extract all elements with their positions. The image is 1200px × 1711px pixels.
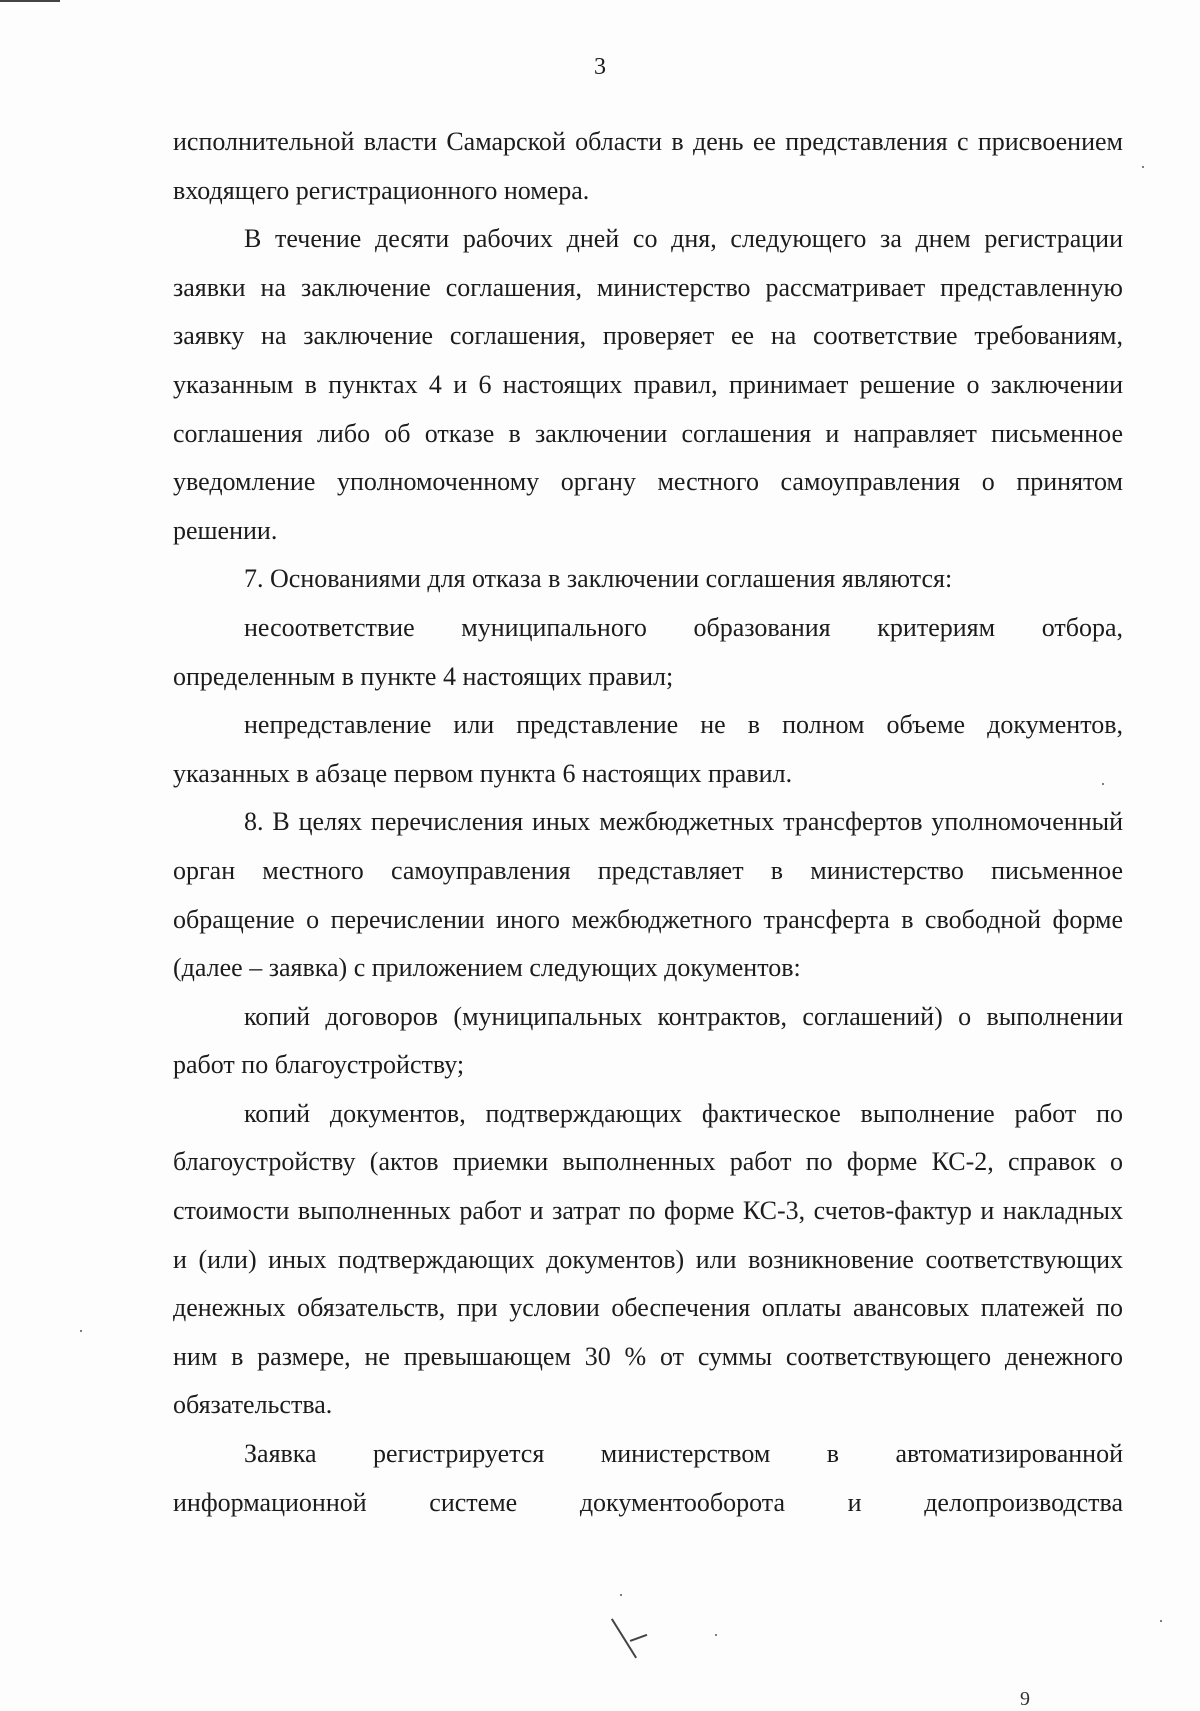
paragraph-document-list-1: копий договоров (муниципальных контрактов, соглашений) о выполнении работ по благоустройству; <box>173 1001 1123 1080</box>
paragraph-registration: Заявка регистрируется министерством в автоматизированной информационной системе документооборота и делопроизводства <box>173 1439 1123 1517</box>
scan-speck <box>1160 1620 1162 1622</box>
footer-mark: 9 <box>1020 1688 1030 1710</box>
paragraph-review-procedure: В течение десяти рабочих дней со дня, следующего за днем регистрации заявки на заключение соглашения, министерство рассматривает представленную заявку на заключение соглашения, проверяет ее на соответствие требованиям, указанным в пунктах 4 и 6 настоящих правил, принимает решение о заключении соглашения либо об отказе в заключении соглашения и направляет письменное уведомление уполномоченному органу местного самоуправления о принятом решении. <box>173 224 1123 545</box>
scan-edge-mark <box>0 0 60 2</box>
document-body <box>173 118 1123 1527</box>
pen-stroke <box>630 1634 647 1642</box>
paragraph-refusal-reason-1: несоответствие муниципального образования критериям отбора, определенным в пункте 4 настоящих правил; <box>173 612 1123 691</box>
paragraph-document-list-2: копий документов, подтверждающих фактическое выполнение работ по благоустройству (актов приемки выполненных работ по форме КС-2, справок о стоимости выполненных работ и затрат по форме КС-3, счетов-фактур и накладных и (или) иных подтверждающих документов) или возникновение соответствующих денежных обязательств, при условии обеспечения оплаты авансовых платежей по ним в размере, не превышающем 30 % от суммы соответствующего денежного обязательства. <box>173 1098 1123 1420</box>
scan-speck <box>715 1634 717 1636</box>
paragraph-item-7: 7. Основаниями для отказа в заключении соглашения являются: <box>244 564 953 594</box>
page-number: 3 <box>594 54 606 80</box>
paragraph-item-8: 8. В целях перечисления иных межбюджетных трансфертов уполномоченный орган местного самоуправления представляет в министерство письменное обращение о перечислении иного межбюджетного трансферта в свободной форме (далее – заявка) с приложением следующих документов: <box>173 807 1123 983</box>
scan-speck <box>1142 166 1144 168</box>
paragraph-continuation: исполнительной власти Самарской области в день ее представления с присвоением входящего регистрационного номера. <box>173 127 1123 205</box>
scan-speck <box>1102 783 1104 785</box>
scan-speck <box>620 1594 622 1596</box>
scan-speck <box>80 1330 82 1332</box>
paragraph-refusal-reason-2: непредставление или представление не в полном объеме документов, указанных в абзаце первом пункта 6 настоящих правил. <box>173 710 1123 788</box>
